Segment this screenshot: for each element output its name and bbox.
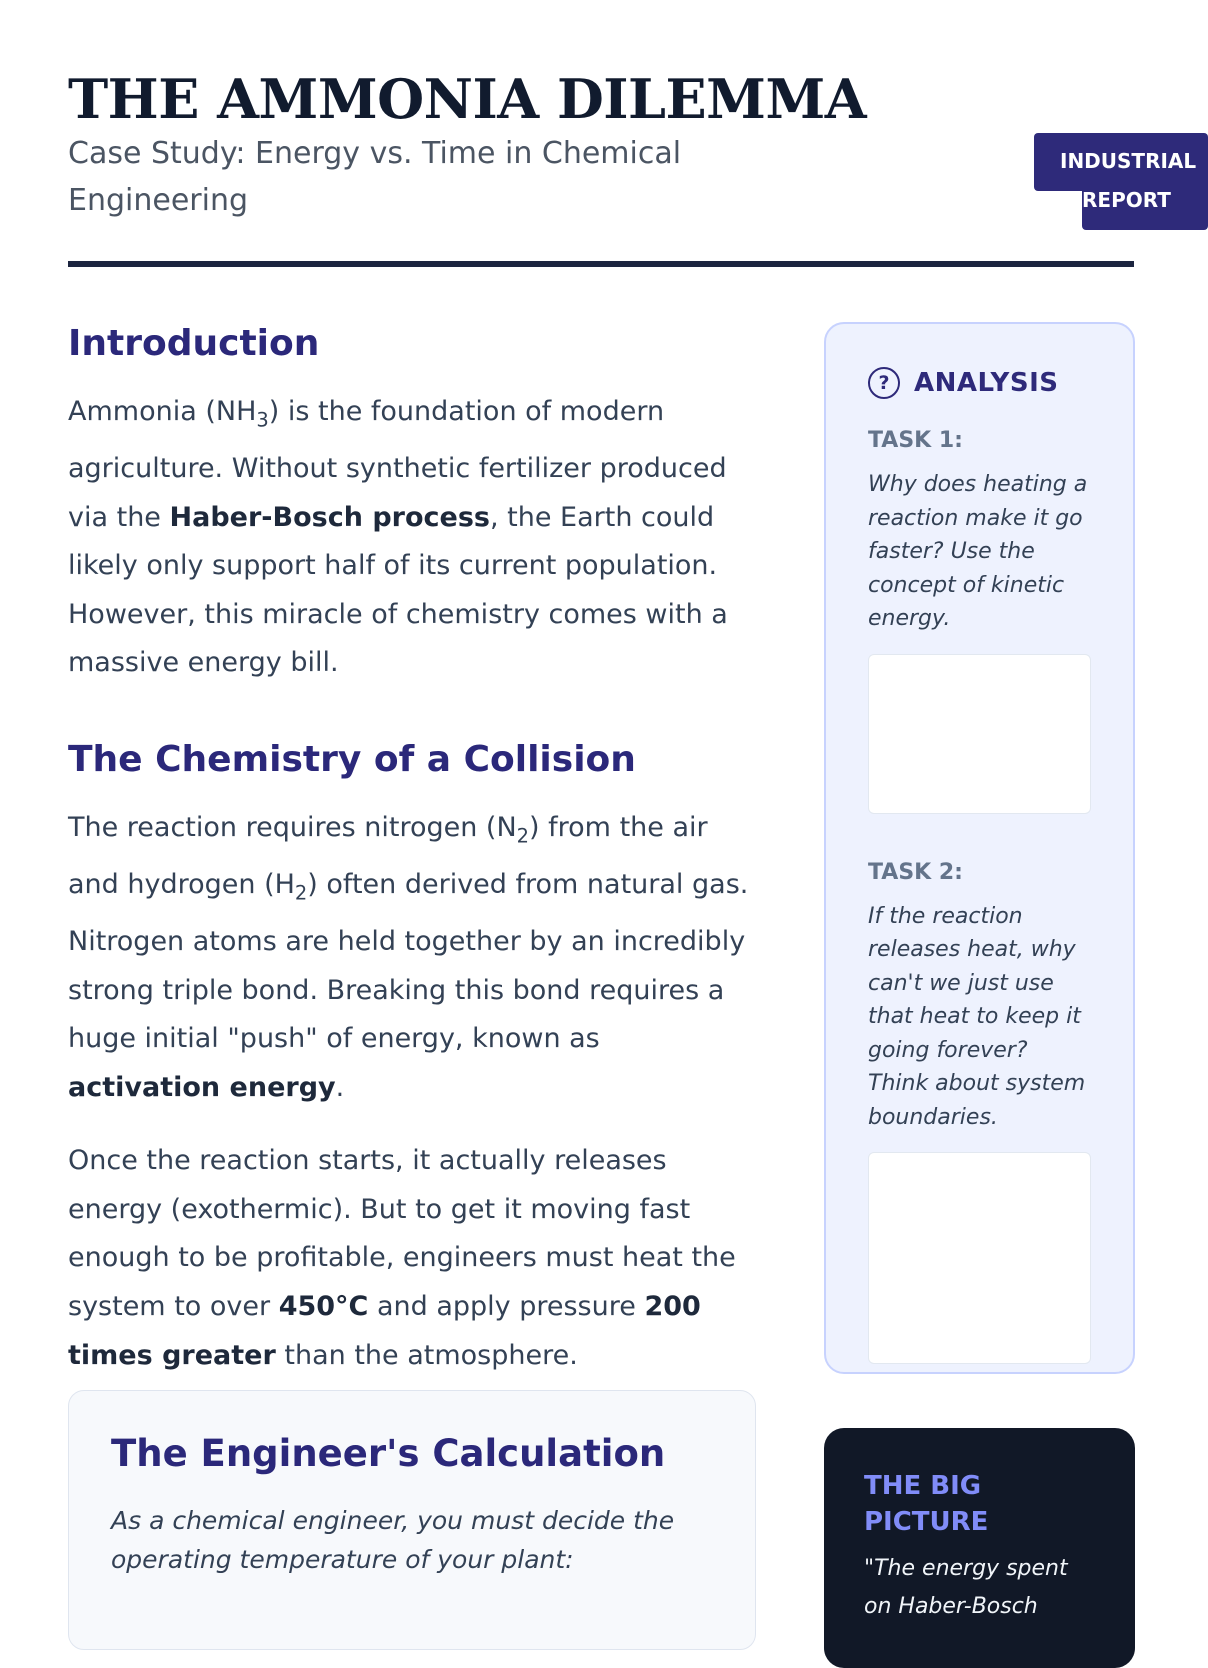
collision-paragraph-2: Once the reaction starts, it actually releases energy (exothermic). But to get it moving fast enough to be profitable, engineers must heat the system to over 450°C and apply pressure 200 times greater than the atmosphere. <box>68 1145 736 1371</box>
big-picture-panel <box>824 1428 1135 1668</box>
collision-paragraph-1: The reaction requires nitrogen $(N_2)$ from the air and hydrogen $(H_2)$ often derived from natural gas. Nitrogen atoms are held together by an incredibly strong triple bond. Breaking this bond requires a huge initial "push" of energy, known as activation energy. <box>68 811 749 1103</box>
task-1-answer-box[interactable] <box>868 654 1091 814</box>
pressure-value: 200 times greater <box>68 1291 701 1371</box>
report-type-badge <box>1034 133 1208 230</box>
calculation-heading: The Engineer's Calculation <box>111 1432 666 1475</box>
report-header <box>68 66 1197 218</box>
task-2-label: TASK 2: <box>868 859 963 885</box>
page-title: THE AMMONIA DILEMMA <box>68 67 867 131</box>
task-2-question: If the reaction releases heat, why can't we just use that heat to keep it going forever? Think about system boundaries. <box>868 903 1086 1130</box>
analysis-title: ANALYSIS <box>914 368 1059 398</box>
badge-label-line-2: REPORT <box>1082 188 1171 212</box>
header-divider <box>68 261 1134 267</box>
task-1-label: TASK 1: <box>868 428 963 453</box>
calculation-card <box>68 1390 756 1650</box>
intro-heading: Introduction <box>68 323 320 364</box>
analysis-sidebar <box>824 322 1135 1374</box>
collision-heading: The Chemistry of a Collision <box>68 738 636 780</box>
temperature-value: 450°C <box>278 1291 369 1323</box>
main-content <box>68 318 758 1380</box>
task-2-answer-box[interactable] <box>868 1152 1091 1364</box>
activation-energy-term: activation energy <box>68 1071 336 1103</box>
task-1-question: Why does heating a reaction make it go faster? Use the concept of kinetic energy. <box>868 472 1088 631</box>
page-subtitle: Case Study: Energy vs. Time in Chemical Engineering <box>68 136 682 218</box>
haber-bosch-term: Haber-Bosch process <box>169 501 490 533</box>
analysis-header <box>868 364 1091 402</box>
badge-label-line-1: INDUSTRIAL <box>1060 149 1197 173</box>
question-circle-icon: ? <box>868 367 900 399</box>
intro-paragraph: Ammonia $(NH_3)$ is the foundation of modern agriculture. Without synthetic fertilizer produced via the Haber-Bosch process, the Earth could likely only support half of its current population. However, this miracle of chemistry comes with a massive energy bill. <box>68 396 728 679</box>
calculation-text: As a chemical engineer, you must decide the operating temperature of your plant: <box>111 1506 675 1574</box>
big-picture-quote: "The energy spent on Haber-Bosch <box>864 1556 1068 1619</box>
big-picture-title: THE BIG PICTURE <box>864 1471 989 1537</box>
